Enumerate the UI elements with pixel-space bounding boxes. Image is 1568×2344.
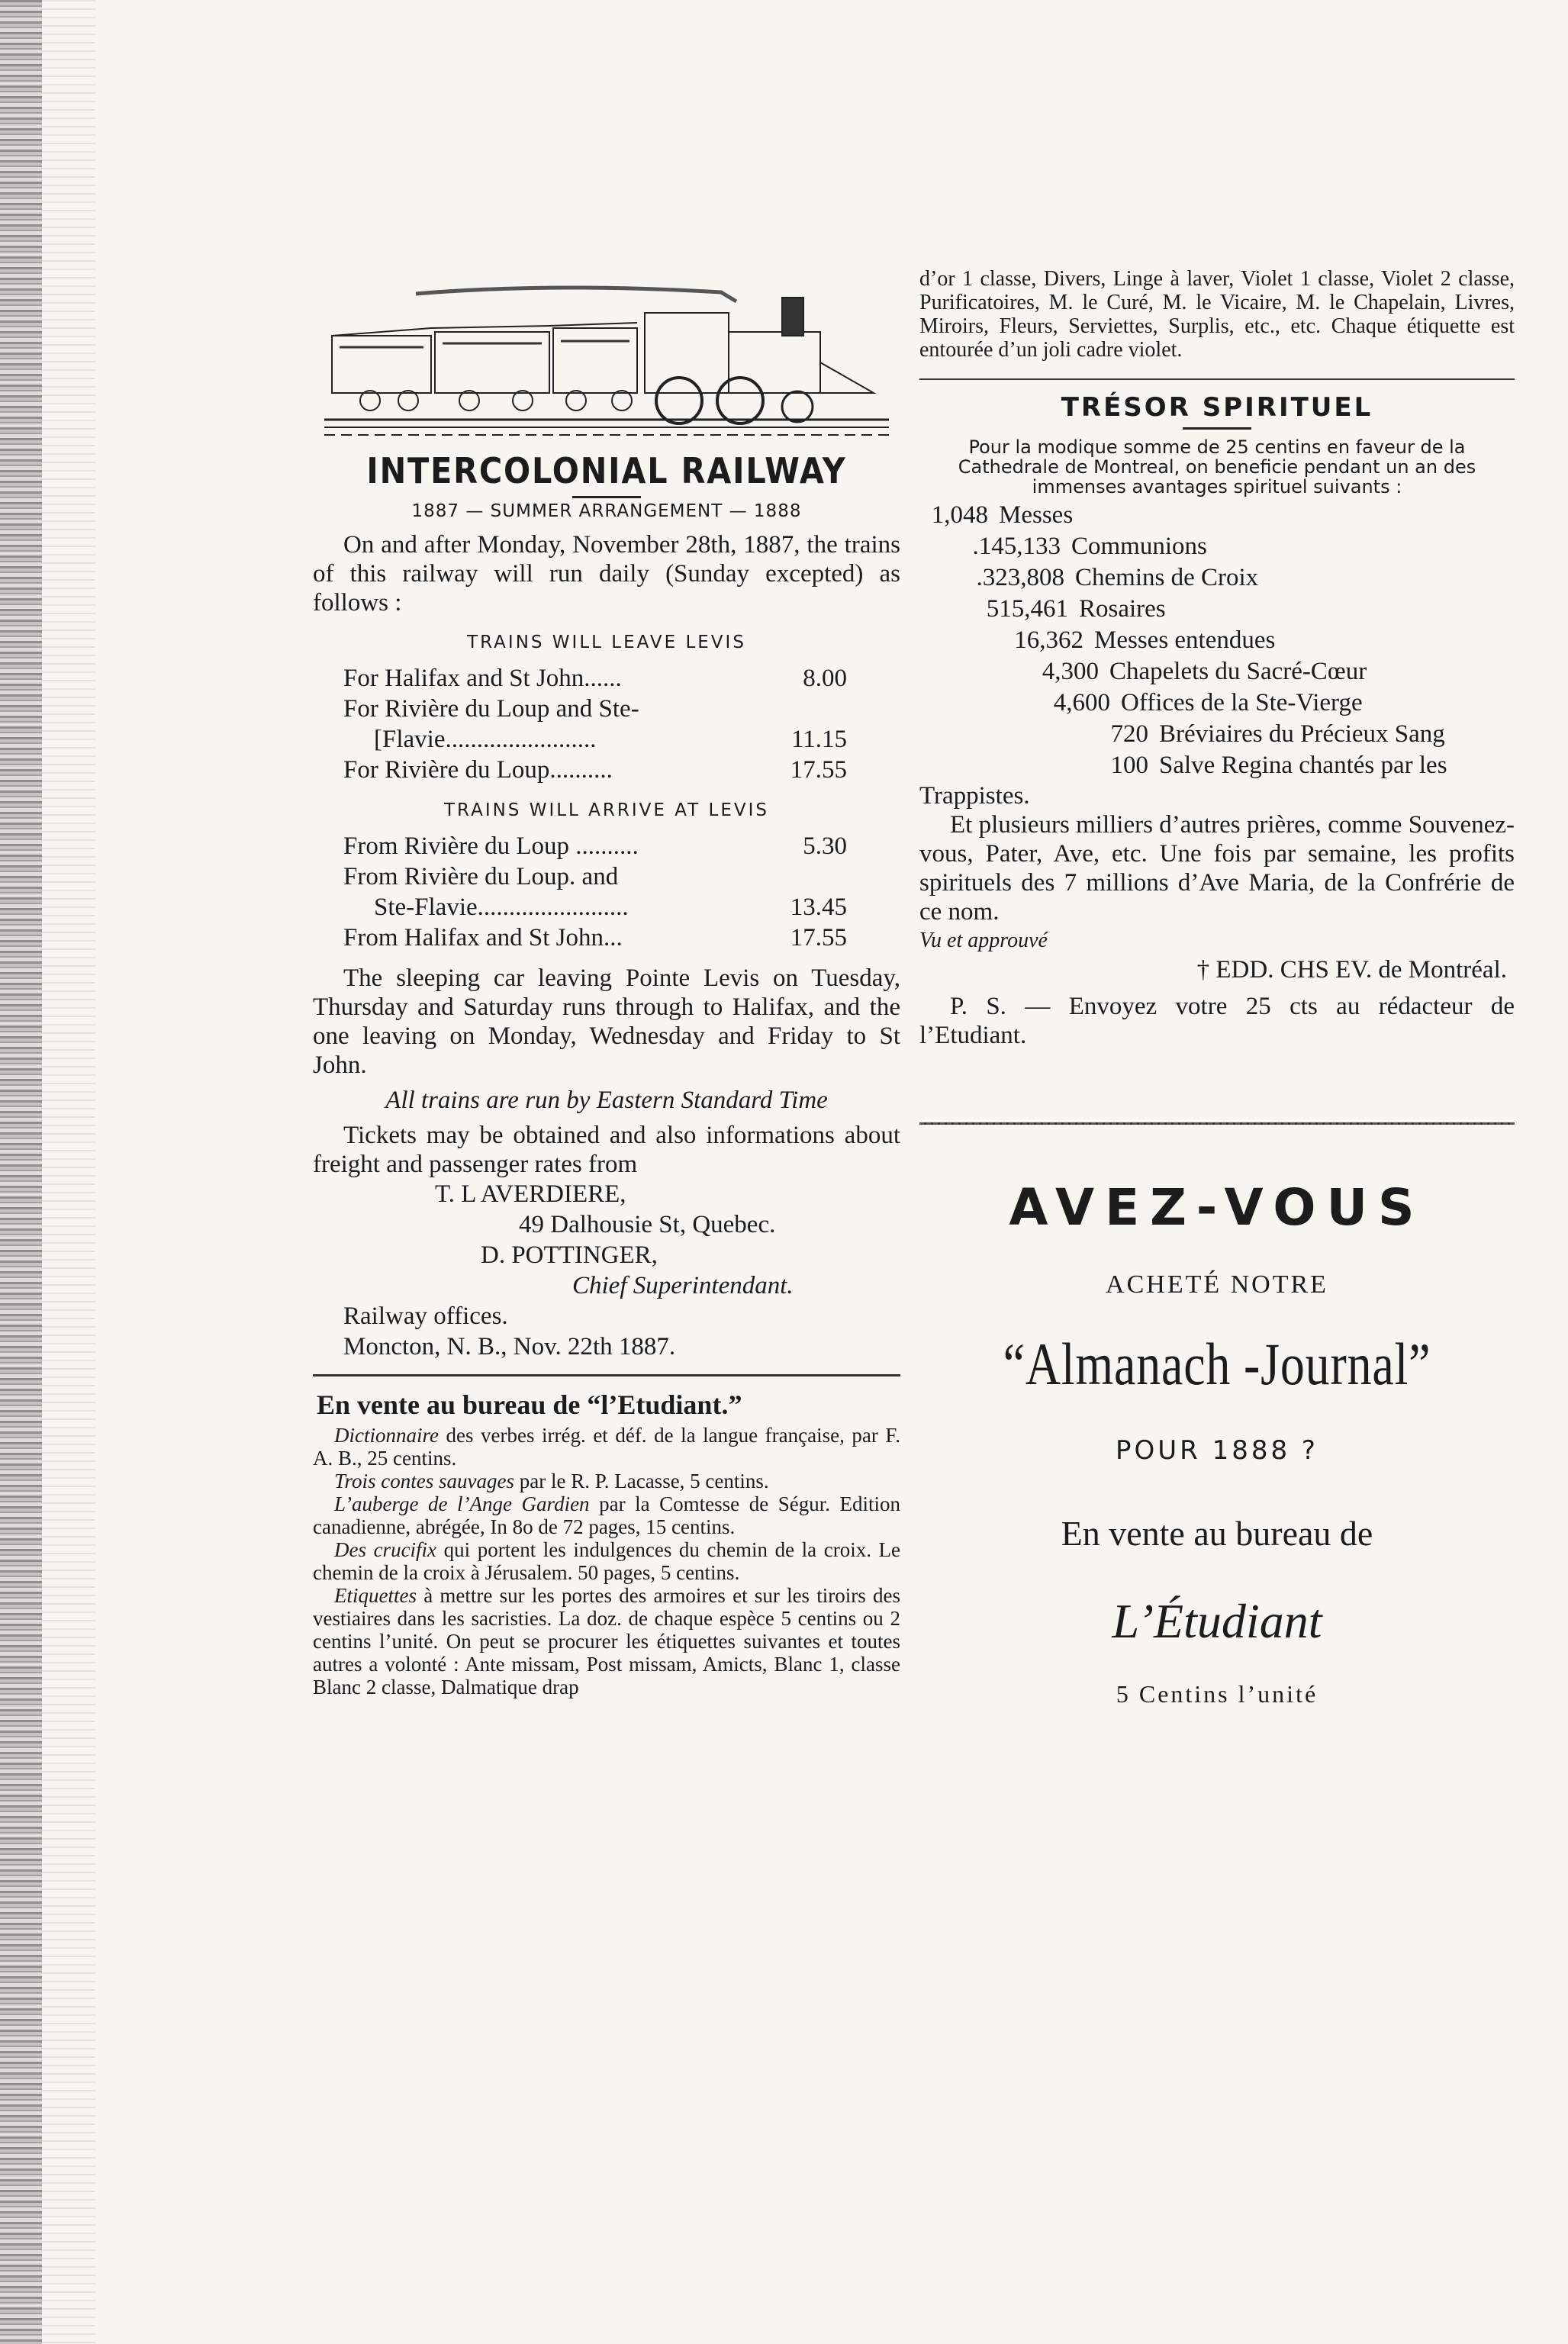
- leave-heading: TRAINS WILL LEAVE LEVIS: [467, 633, 746, 652]
- item-text: à mettre sur les portes des armoires et sur les tiroirs des vestiaires dans les sacristies. La doz. de chaque espèce 5 centins ou 2 centins l’unité. On peut se procurer les étiquettes suivantes et toutes autres a volonté : Ante missam, Post missam, Amicts, Blanc 1, classe Blanc 2 classe, Dalmatique drap: [313, 1584, 900, 1698]
- locomotive-illustration: [313, 275, 900, 450]
- row-destination: From Rivière du Loup. and: [343, 863, 619, 890]
- item-title: Dictionnaire: [334, 1424, 439, 1447]
- list-item: [919, 687, 1515, 719]
- item-text: des verbes irrég. et déf. de la langue française, par F. A. B., 25 centins.: [313, 1424, 900, 1470]
- item-label: Chapelets du Sacré-Cœur: [1109, 658, 1367, 685]
- item-label: Chemins de Croix: [1075, 564, 1259, 591]
- list-item: [313, 1538, 900, 1584]
- tresor-title: TRÉSOR SPIRITUEL: [1061, 392, 1373, 423]
- right-column: [919, 267, 1515, 1708]
- item-count: 1,048: [931, 501, 988, 529]
- timetable-row: [313, 755, 900, 785]
- tresor-list: [919, 500, 1515, 781]
- timetable-row: [313, 892, 900, 922]
- item-count: 4,300: [1042, 658, 1099, 685]
- list-item: [919, 719, 1515, 750]
- postscript: P. S. — Envoyez votre 25 cts au rédacteur de l’Etudiant.: [919, 993, 1515, 1049]
- item-text: par le R. P. Lacasse, 5 centins.: [514, 1470, 769, 1492]
- en-vente-line: En vente au bureau de: [1061, 1514, 1373, 1553]
- section-divider: [313, 1374, 900, 1376]
- row-time: 13.45: [790, 893, 847, 921]
- list-item: [919, 594, 1515, 625]
- section-divider: [919, 378, 1515, 380]
- train-icon: [324, 279, 889, 443]
- list-item: [919, 500, 1515, 531]
- timetable-row: [313, 694, 900, 724]
- signatory-2-title: Chief Superintendant.: [572, 1272, 794, 1299]
- row-time: 5.30: [803, 832, 847, 860]
- etiquettes-continuation: d’or 1 classe, Divers, Linge à laver, Violet 1 classe, Violet 2 classe, Purificatoires, M. le Curé, M. le Vicaire, M. le Chapelain, Livres, Miroirs, Fleurs, Serviettes, Surplis, etc., etc. Chaque étiquette est entourée d’un joli cadre violet.: [919, 267, 1515, 362]
- tickets-note: Tickets may be obtained and also informations about freight and passenger rates from: [313, 1122, 900, 1178]
- item-count: .145,133: [972, 533, 1061, 560]
- list-item: [919, 531, 1515, 562]
- achete-notre: ACHETÉ NOTRE: [1106, 1270, 1328, 1299]
- timetable-row: [313, 831, 900, 861]
- signatory-2: D. POTTINGER,: [481, 1241, 658, 1269]
- sleeping-car-note: The sleeping car leaving Pointe Levis on Tuesday, Thursday and Saturday runs through to Halifax, and the one leaving on Monday, Wednesday and Friday to St John.: [313, 964, 900, 1079]
- arrive-heading: TRAINS WILL ARRIVE AT LEVIS: [443, 800, 770, 820]
- signatory-1-address: 49 Dalhousie St, Quebec.: [519, 1211, 776, 1238]
- approval-line: Vu et approuvé: [919, 929, 1048, 952]
- item-label: Messes entendues: [1094, 626, 1276, 654]
- item-label: Offices de la Ste-Vierge: [1121, 689, 1363, 716]
- row-time: 8.00: [803, 665, 847, 692]
- timetable-row: [313, 861, 900, 892]
- item-label: Bréviaires du Précieux Sang: [1159, 720, 1445, 748]
- item-title: Des crucifix: [334, 1538, 437, 1561]
- item-count: 4,600: [1053, 689, 1110, 716]
- list-item: [919, 625, 1515, 656]
- prieres-paragraph: Et plusieurs milliers d’autres prières, comme Souvenez-vous, Pater, Ave, etc. Une fois par semaine, les profits spirituels des 7 millions d’Ave Maria, de la Confrérie de ce nom.: [919, 811, 1515, 926]
- railway-intro: On and after Monday, November 28th, 1887, the trains of this railway will run daily (Sunday excepted) as follows :: [313, 531, 900, 617]
- section-divider: [919, 1122, 1515, 1125]
- item-label: Messes: [999, 501, 1074, 529]
- almanach-title: “Almanach -Journal”: [1003, 1331, 1431, 1397]
- row-time: 17.55: [790, 756, 847, 784]
- tresor-intro: Pour la modique somme de 25 centins en faveur de la Cathedrale de Montreal, on beneficie pendant un an des immenses avantages spirituel suivants :: [958, 436, 1476, 497]
- signatory-1: T. L AVERDIERE,: [435, 1180, 626, 1208]
- page-edge-shadow: [0, 0, 42, 2344]
- item-count: 100: [1110, 752, 1148, 779]
- row-destination: [Flavie........................: [374, 726, 597, 753]
- item-title: Etiquettes: [334, 1584, 417, 1607]
- pour-year: POUR 1888 ?: [1116, 1435, 1318, 1466]
- item-label: Rosaires: [1079, 595, 1166, 623]
- list-item: [919, 656, 1515, 687]
- item-title: Trois contes sauvages: [334, 1470, 514, 1492]
- price-line: 5 Centins l’unité: [1116, 1680, 1318, 1708]
- timetable-row: [313, 922, 900, 953]
- standard-time-note: All trains are run by Eastern Standard Time: [385, 1087, 828, 1114]
- title-rule: [1183, 427, 1251, 430]
- railway-offices: Railway offices.: [343, 1302, 508, 1330]
- item-count: 16,362: [1014, 626, 1083, 654]
- row-destination: For Rivière du Loup and Ste-: [343, 695, 639, 723]
- list-item: [919, 750, 1515, 781]
- vente-heading: En vente au bureau de “l’Etudiant.”: [317, 1389, 742, 1420]
- list-item: [313, 1492, 900, 1538]
- item-text: par la Comtesse de Ségur. Edition canadienne, abrégée, In 8o de 72 pages, 15 centins.: [313, 1492, 901, 1538]
- row-destination: From Rivière du Loup ..........: [343, 832, 639, 860]
- arrangement-line: 1887 — SUMMER ARRANGEMENT — 1888: [411, 501, 802, 521]
- railway-title: INTERCOLONIAL RAILWAY: [366, 450, 847, 491]
- page-edge-scan-lines: [42, 0, 95, 2344]
- item-label: Communions: [1071, 533, 1207, 560]
- notice-date: Moncton, N. B., Nov. 22th 1887.: [343, 1333, 676, 1360]
- arrive-timetable: [313, 831, 900, 953]
- row-destination: From Halifax and St John...: [343, 924, 623, 951]
- trappistes-line: Trappistes.: [919, 782, 1030, 810]
- item-count: 720: [1110, 720, 1148, 748]
- bishop-signature: † EDD. CHS EV. de Montréal.: [1196, 956, 1507, 984]
- row-time: 11.15: [790, 726, 847, 753]
- item-title: L’auberge de l’Ange Gardien: [334, 1492, 590, 1515]
- row-destination: Ste-Flavie........................: [374, 893, 629, 921]
- list-item: [313, 1584, 900, 1698]
- list-item: [313, 1470, 900, 1492]
- item-label: Salve Regina chantés par les: [1159, 752, 1447, 779]
- title-rule: [572, 496, 641, 498]
- leave-timetable: [313, 663, 900, 785]
- list-item: [313, 1424, 900, 1470]
- item-count: .323,808: [976, 564, 1064, 591]
- timetable-row: [313, 663, 900, 694]
- vente-list: [313, 1424, 900, 1698]
- left-column: [313, 275, 900, 1698]
- row-time: 17.55: [790, 924, 847, 951]
- avez-vous-heading: AVEZ-VOUS: [1009, 1178, 1425, 1237]
- item-text: qui portent les indulgences du chemin de la croix. Le chemin de la croix à Jérusalem. 50 pages, 5 centins.: [313, 1538, 901, 1584]
- list-item: [919, 562, 1515, 594]
- etudiant-title: L’Étudiant: [1112, 1594, 1322, 1648]
- row-destination: For Halifax and St John......: [343, 665, 622, 692]
- timetable-row: [313, 724, 900, 755]
- item-count: 515,461: [986, 595, 1068, 623]
- row-destination: For Rivière du Loup..........: [343, 756, 613, 784]
